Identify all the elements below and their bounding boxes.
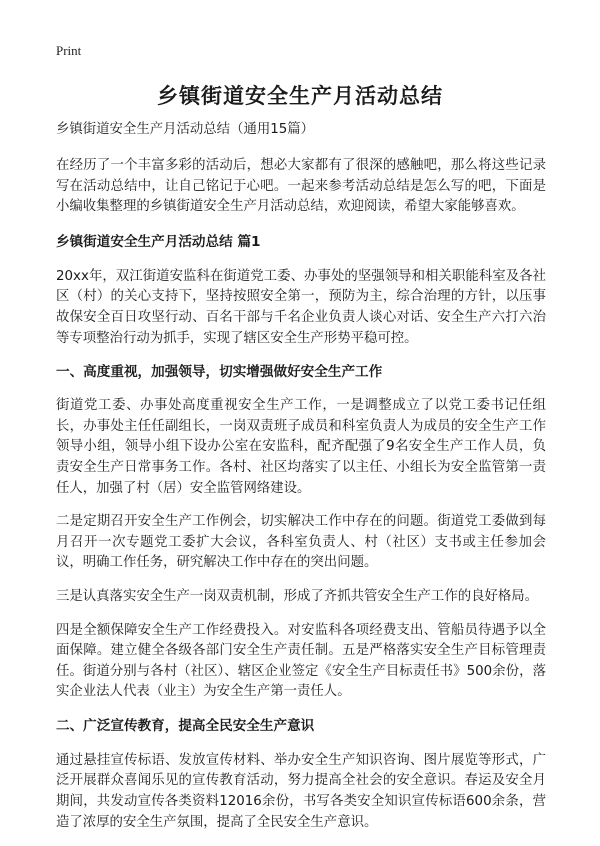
document-body bbox=[56, 120, 546, 846]
section-paragraph: 通过悬挂宣传标语、发放宣传材料、举办安全生产知识咨询、图片展览等形式，广泛开展群众喜闻乐见的宣传教育活动，努力提高全社会的安全意识。春运及安全月期间，共发动宣传各类资料12016余份，书写各类安全知识宣传标语600余条，营造了浓厚的安全生产氛围，提高了全民安全生产意识。 bbox=[56, 752, 546, 830]
section-heading: 一、高度重视，加强领导，切实增强做好安全生产工作 bbox=[56, 364, 383, 381]
intro-paragraph: 在经历了一个丰富多彩的活动后，想必大家都有了很深的感触吧，那么将这些记录写在活动总结中，让自己铭记于心吧。一起来参考活动总结是怎么写的吧，下面是小编收集整理的乡镇街道安全生产月活动总结，欢迎阅读，希望大家能够喜欢。 bbox=[56, 158, 546, 215]
page-title: 乡镇街道安全生产月活动总结 bbox=[157, 84, 443, 108]
section-paragraph: 三是认真落实安全生产一岗双责机制，形成了齐抓共管安全生产工作的良好格局。 bbox=[56, 588, 539, 604]
section-paragraph: 二是定期召开安全生产工作例会，切实解决工作中存在的问题。街道党工委做到每月召开一次专题党工委扩大会议，各科室负责人、村（社区）支书或主任参加会议，明确工作任务，研究解决工作中存在的突出问题。 bbox=[56, 514, 546, 571]
section-paragraph: 街道党工委、办事处高度重视安全生产工作，一是调整成立了以党工委书记任组长，办事处主任任副组长，一岗双责班子成员和科室负责人为成员的安全生产工作领导小组，领导小组下设办公室在安监科，配齐配强了9名安全生产工作人员，负责安全生产日常事务工作。各村、社区均落实了以主任、小组长为安全监管第一责任人，加强了村（居）安全监管网络建设。 bbox=[56, 398, 546, 496]
print-link[interactable]: Print bbox=[56, 43, 82, 58]
section-paragraph: 四是全额保障安全生产工作经费投入。对安监科各项经费支出、管船员待遇予以全面保障。建立健全各级各部门安全生产责任制。五是严格落实安全生产目标管理责任。街道分别与各村（社区）、辖区企业签定《安全生产目标责任书》500余份，落实企业法人代表（业主）为安全生产第一责任人。 bbox=[56, 622, 546, 700]
document-subtitle: 乡镇街道安全生产月活动总结（通用15篇） bbox=[56, 122, 315, 137]
section-heading: 二、广泛宣传教育，提高全民安全生产意识 bbox=[56, 717, 315, 734]
article-heading: 乡镇街道安全生产月活动总结 篇1 bbox=[56, 233, 261, 250]
article-paragraph: 20xx年，双江街道安监科在街道党工委、办事处的坚强领导和相关职能科室及各社区（村）的关心支持下，坚持按照安全第一，预防为主，综合治理的方针，以压事故保安全百日攻坚行动、百名干部与千名企业负责人谈心对话、安全生产六打六治等专项整治行动为抓手，实现了辖区安全生产形势平稳可控。 bbox=[56, 268, 546, 346]
